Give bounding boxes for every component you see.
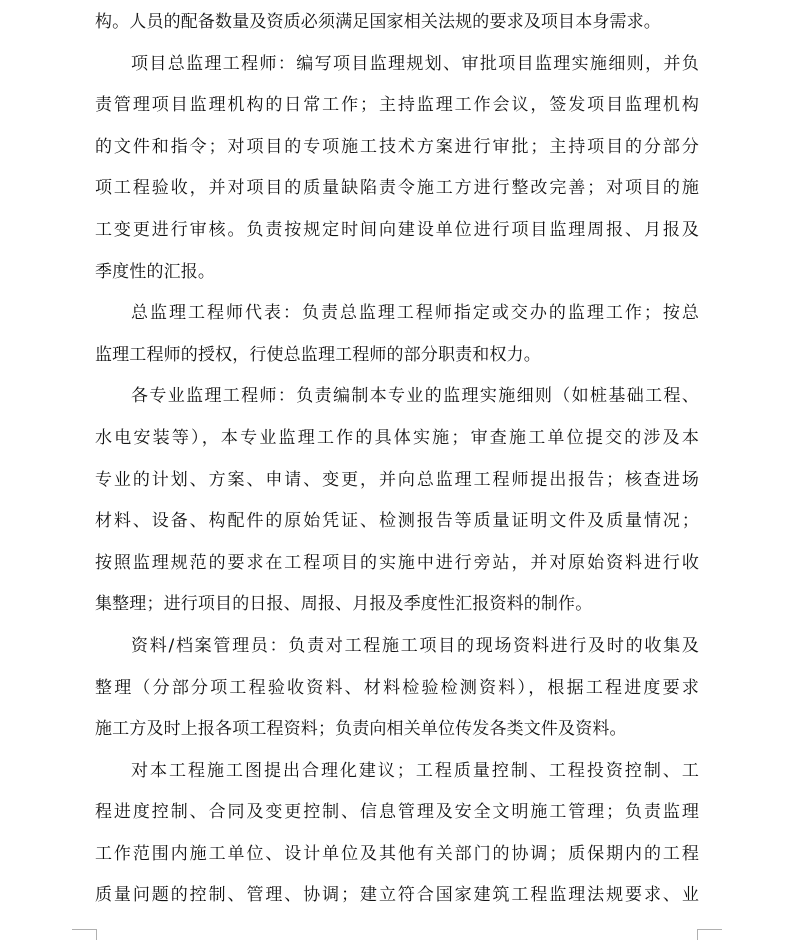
- paragraph-line: 施工方及时上报各项工程资料；负责向相关单位传发各类文件及资料。: [95, 719, 627, 740]
- paragraph-line: 构。人员的配备数量及资质必须满足国家相关法规的要求及项目本身需求。: [95, 12, 661, 32]
- paragraph-line: 对本工程施工图提出合理化建议；工程质量控制、工程投资控制、工: [131, 760, 699, 781]
- paragraph-line: 按照监理规范的要求在工程项目的实施中进行旁站，并对原始资料进行收: [95, 552, 699, 573]
- paragraph-line: 资料/档案管理员：负责对工程施工项目的现场资料进行及时的收集及: [131, 635, 699, 656]
- paragraph-line: 各专业监理工程师：负责编制本专业的监理实施细则（如桩基础工程、: [131, 386, 699, 407]
- paragraph-line: 工变更进行审核。负责按规定时间向建设单位进行项目监理周报、月报及: [95, 219, 699, 240]
- paragraph-line: 水电安装等），本专业监理工作的具体实施；审查施工单位提交的涉及本: [95, 427, 699, 448]
- document-body: [95, 2, 699, 917]
- paragraph-line: 总监理工程师代表：负责总监理工程师指定或交办的监理工作；按总: [131, 303, 699, 324]
- paragraph-line: 项工程验收，并对项目的质量缺陷责令施工方进行整改完善；对项目的施: [95, 178, 699, 199]
- paragraph-line: 工作范围内施工单位、设计单位及其他有关部门的协调；质保期内的工程: [95, 843, 699, 864]
- paragraph-line: 季度性的汇报。: [95, 261, 216, 282]
- paragraph-line: 整理（分部分项工程验收资料、材料检验检测资料），根据工程进度要求: [95, 677, 699, 698]
- page-corner-mark-left: [72, 929, 97, 940]
- paragraph-line: 质量问题的控制、管理、协调；建立符合国家建筑工程监理法规要求、业: [95, 885, 699, 906]
- paragraph-line: 监理工程师的授权，行使总监理工程师的部分职责和权力。: [95, 344, 541, 365]
- paragraph-line: 责管理项目监理机构的日常工作；主持监理工作会议，签发项目监理机构: [95, 95, 699, 116]
- paragraph-line: 项目总监理工程师：编写项目监理规划、审批项目监理实施细则，并负: [131, 53, 699, 74]
- page-corner-mark-right: [697, 929, 722, 940]
- paragraph-line: 的文件和指令；对项目的专项施工技术方案进行审批；主持项目的分部分: [95, 136, 699, 157]
- paragraph-line: 集整理；进行项目的日报、周报、月报及季度性汇报资料的制作。: [95, 594, 593, 615]
- paragraph-line: 程进度控制、合同及变更控制、信息管理及安全文明施工管理；负责监理: [95, 802, 699, 823]
- paragraph-line: 材料、设备、构配件的原始凭证、检测报告等质量证明文件及质量情况；: [95, 511, 699, 532]
- paragraph-line: 专业的计划、方案、申请、变更，并向总监理工程师提出报告；核查进场: [95, 469, 699, 490]
